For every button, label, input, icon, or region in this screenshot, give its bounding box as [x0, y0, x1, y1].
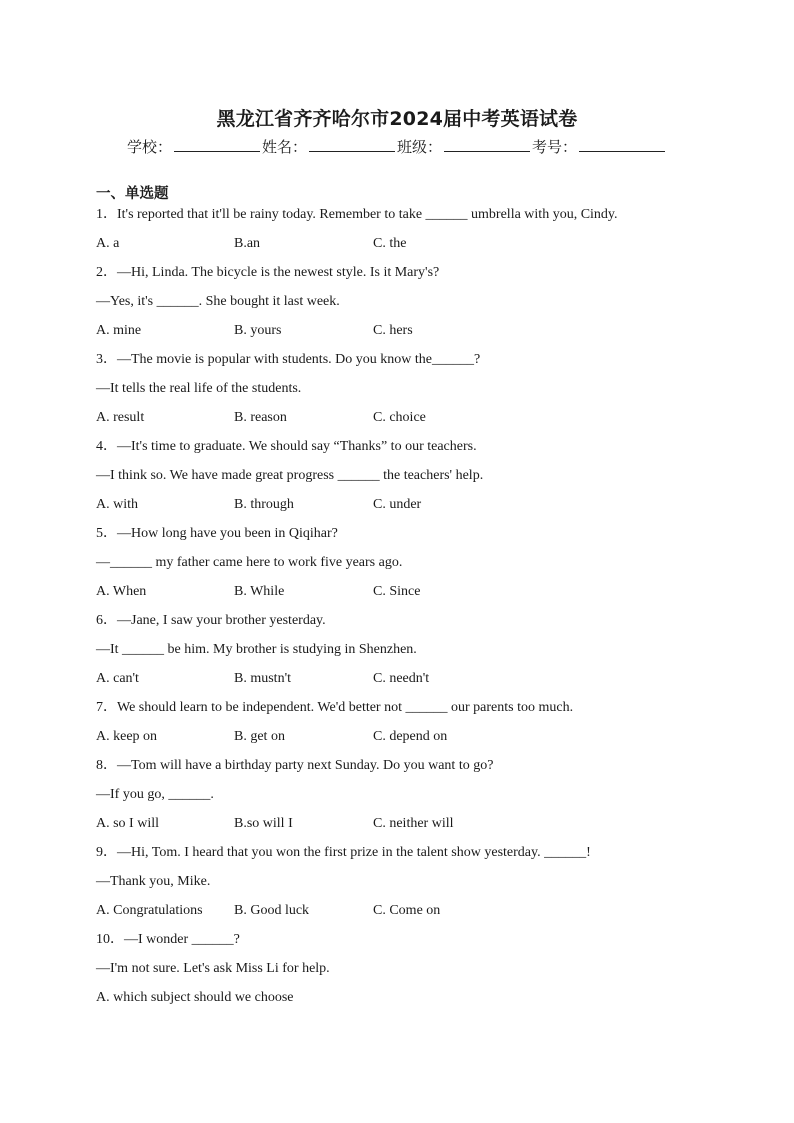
- option-b: B. While: [234, 584, 285, 599]
- option-c: C. Since: [373, 584, 421, 599]
- option-b: B. mustn't: [234, 671, 291, 686]
- options-row: [96, 724, 716, 753]
- option-c: C. depend on: [373, 729, 448, 744]
- options-row: [96, 985, 716, 1014]
- question-item: [96, 347, 716, 434]
- option-a: A. can't: [96, 671, 139, 686]
- options-row: [96, 666, 716, 695]
- question-list: [96, 202, 716, 1014]
- option-a: A. so I will: [96, 816, 159, 831]
- question-stem: 6．—Jane, I saw your brother yesterday.: [96, 613, 326, 628]
- option-c: C. needn't: [373, 671, 430, 686]
- option-a: A. mine: [96, 323, 142, 338]
- options-row: [96, 231, 716, 260]
- question-item: [96, 695, 716, 753]
- question-line: —I'm not sure. Let's ask Miss Li for help.: [96, 961, 330, 976]
- school-blank[interactable]: [174, 137, 260, 152]
- option-c: C. Come on: [373, 903, 441, 918]
- question-stem: 3．—The movie is popular with students. Do you know the______?: [96, 352, 481, 367]
- option-b: B. get on: [234, 729, 285, 744]
- option-b: B. Good luck: [234, 903, 310, 918]
- option-b: B. through: [234, 497, 294, 512]
- option-b: B. yours: [234, 323, 282, 338]
- question-item: [96, 521, 716, 608]
- question-item: [96, 434, 716, 521]
- question-stem: 9．—Hi, Tom. I heard that you won the first prize in the talent show yesterday. ______!: [96, 845, 591, 860]
- option-c: C. choice: [373, 410, 426, 425]
- question-line: —If you go, ______.: [96, 787, 214, 802]
- option-c: C. under: [373, 497, 422, 512]
- option-a: A. result: [96, 410, 145, 425]
- question-item: [96, 202, 716, 260]
- options-row: [96, 492, 716, 521]
- option-a: A. a: [96, 236, 120, 251]
- class-blank[interactable]: [444, 137, 530, 152]
- options-row: [96, 811, 716, 840]
- question-item: [96, 260, 716, 347]
- option-b: B. reason: [234, 410, 287, 425]
- question-line: —Yes, it's ______. She bought it last week.: [96, 294, 340, 309]
- option-c: C. neither will: [373, 816, 454, 831]
- question-line: —It ______ be him. My brother is studying in Shenzhen.: [96, 642, 417, 657]
- student-info-line: [0, 136, 794, 157]
- name-blank[interactable]: [309, 137, 395, 152]
- exam-number-blank[interactable]: [579, 137, 665, 152]
- school-label: 学校：: [126, 138, 172, 156]
- option-a: A. which subject should we choose: [96, 990, 294, 1005]
- options-row: [96, 405, 716, 434]
- question-item: [96, 608, 716, 695]
- option-a: A. keep on: [96, 729, 158, 744]
- section-heading: 一、单选题: [96, 186, 169, 202]
- name-label: 姓名：: [261, 138, 307, 156]
- options-row: [96, 579, 716, 608]
- question-stem: 1．It's reported that it'll be rainy today. Remember to take ______ umbrella with you, Cindy.: [96, 207, 618, 222]
- question-stem: 7．We should learn to be independent. We'd better not ______ our parents too much.: [96, 700, 574, 715]
- option-a: A. When: [96, 584, 147, 599]
- question-stem: 10．—I wonder ______?: [96, 932, 240, 947]
- class-label: 班级：: [397, 138, 443, 156]
- question-item: [96, 840, 716, 927]
- question-item: [96, 753, 716, 840]
- question-stem: 5．—How long have you been in Qiqihar?: [96, 526, 338, 541]
- option-b: B.so will I: [234, 816, 293, 831]
- question-item: [96, 927, 716, 1014]
- exam-title: 黑龙江省齐齐哈尔市2024届中考英语试卷: [216, 108, 578, 130]
- question-stem: 8．—Tom will have a birthday party next Sunday. Do you want to go?: [96, 758, 494, 773]
- question-stem: 2．—Hi, Linda. The bicycle is the newest style. Is it Mary's?: [96, 265, 440, 280]
- option-c: C. the: [373, 236, 407, 251]
- question-line: —Thank you, Mike.: [96, 874, 211, 889]
- option-c: C. hers: [373, 323, 413, 338]
- question-stem: 4．—It's time to graduate. We should say “Thanks” to our teachers.: [96, 439, 477, 454]
- question-line: —______ my father came here to work five years ago.: [96, 555, 403, 570]
- option-b: B.an: [234, 236, 261, 251]
- exam-number-label: 考号：: [532, 138, 578, 156]
- option-a: A. with: [96, 497, 138, 512]
- options-row: [96, 898, 716, 927]
- question-line: —I think so. We have made great progress ______ the teachers' help.: [96, 468, 484, 483]
- options-row: [96, 318, 716, 347]
- question-line: —It tells the real life of the students.: [96, 381, 302, 396]
- option-a: A. Congratulations: [96, 903, 203, 918]
